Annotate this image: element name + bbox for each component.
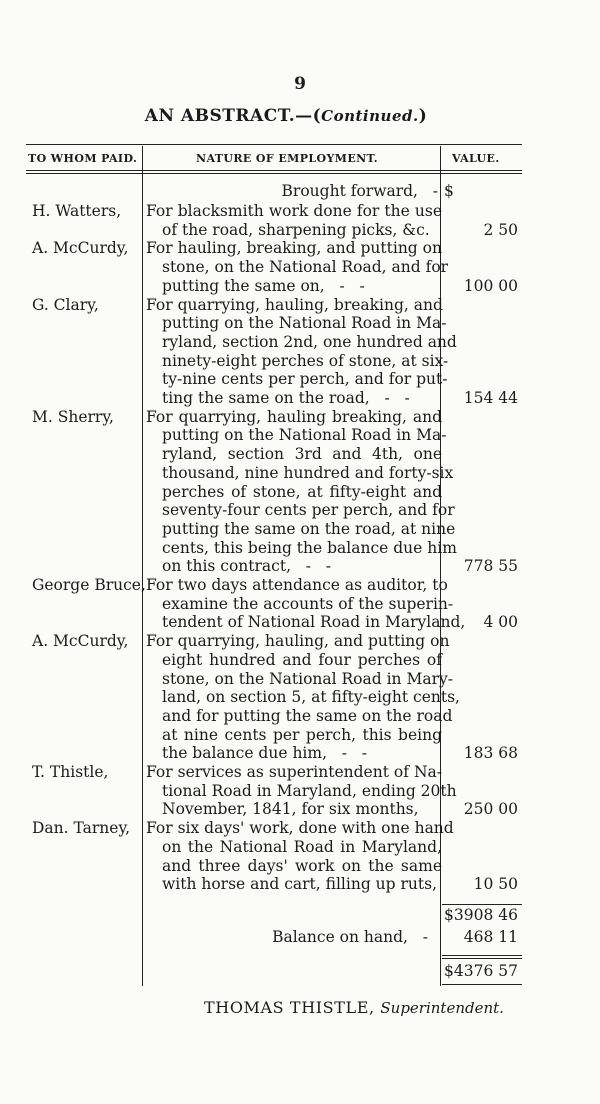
- entry-payee: Dan. Tarney,: [32, 819, 131, 838]
- entry-line: ty-nine cents per perch, and for put-: [162, 370, 448, 389]
- entry-line: and for putting the same on the road: [162, 706, 453, 725]
- header-top-rule: [26, 144, 522, 145]
- entry-line: For quarrying, hauling, and putting on: [146, 632, 450, 651]
- entry-amount: 183 68: [463, 744, 518, 763]
- entry-line: putting the same on the road, at nine: [162, 519, 456, 538]
- entry-amount: 154 44: [463, 389, 518, 407]
- entry-payee: A. McCurdy,: [32, 239, 129, 258]
- entry-description: [146, 763, 457, 819]
- header-bottom-rule-2: [26, 173, 522, 174]
- entry-line: For hauling, breaking, and putting on: [146, 239, 442, 258]
- entry-description: [146, 632, 460, 763]
- entry-description: [146, 239, 449, 295]
- title-continued: Continued.: [321, 107, 419, 125]
- entry-line: putting the same on, - -: [162, 276, 365, 295]
- entry-description: [146, 202, 442, 239]
- page-number: 9: [294, 74, 306, 94]
- total-bottom-rule: [442, 984, 522, 985]
- column-divider-left: [142, 146, 143, 986]
- entry-line: on the National Road in Maryland,: [162, 837, 442, 856]
- entry-line: of the road, sharpening picks, &c.: [162, 220, 430, 239]
- entry-payee: A. McCurdy,: [32, 632, 129, 651]
- entry-description: [146, 819, 454, 894]
- page-title: [0, 106, 572, 126]
- signature-name: THOMAS THISTLE,: [204, 998, 375, 1017]
- header-bottom-rule: [26, 170, 522, 171]
- entry-description: [146, 295, 457, 408]
- entry-line: For services as superintendent of Na-: [146, 763, 442, 781]
- title-close: ): [418, 106, 428, 126]
- entry-payee: T. Thistle,: [32, 763, 109, 781]
- entry-line: For blacksmith work done for the use: [146, 202, 442, 220]
- entry-line: eight hundred and four perches of: [162, 650, 442, 669]
- signature-role: Superintendent.: [380, 999, 504, 1017]
- brought-forward-label: Brought forward, -: [281, 182, 438, 200]
- currency-symbol: $: [444, 182, 454, 200]
- balance-label: Balance on hand, -: [272, 928, 428, 946]
- entry-line: tendent of National Road in Maryland,: [162, 613, 466, 632]
- entry-line: For six days' work, done with one hand: [146, 819, 454, 838]
- entry-amount: 10 50: [473, 875, 518, 894]
- entry-line: ting the same on the road, - -: [162, 389, 410, 408]
- signature: [204, 998, 504, 1017]
- subtotal-rule: [442, 904, 522, 905]
- subtotal-amount: $3908 46: [444, 906, 518, 924]
- entry-line: tional Road in Maryland, ending 20th: [162, 781, 457, 800]
- entry-line: thousand, nine hundred and forty-six: [162, 463, 454, 482]
- entry-line: seventy-four cents per perch, and for: [162, 501, 455, 520]
- entry-payee: George Bruce,: [32, 576, 146, 594]
- entry-line: the balance due him, - -: [162, 744, 368, 763]
- entry-line: ryland, section 3rd and 4th, one: [162, 445, 442, 464]
- entry-payee: H. Watters,: [32, 202, 122, 220]
- entry-line: examine the accounts of the superin-: [162, 594, 454, 613]
- title-main: AN ABSTRACT.—(: [144, 106, 322, 126]
- entry-line: stone, on the National Road in Mary-: [162, 669, 453, 688]
- entry-payee: G. Clary,: [32, 295, 99, 314]
- column-header-value: VALUE.: [452, 152, 500, 165]
- entry-line: perches of stone, at fifty-eight and: [162, 482, 442, 501]
- entry-line: putting on the National Road in Ma-: [162, 426, 447, 445]
- entry-payee: M. Sherry,: [32, 407, 114, 426]
- entry-line: with horse and cart, filling up ruts,: [162, 875, 438, 894]
- entry-amount: 4 00: [483, 613, 518, 632]
- entry-amount: 2 50: [483, 220, 518, 239]
- entry-line: cents, this being the balance due him: [162, 538, 457, 557]
- entry-line: ryland, section 2nd, one hundred and: [162, 332, 457, 351]
- entry-line: stone, on the National Road, and for: [162, 258, 449, 277]
- entry-description: [146, 576, 466, 632]
- entry-line: ninety-eight perches of stone, at six-: [162, 351, 449, 370]
- entry-line: For quarrying, hauling, breaking, and: [146, 295, 443, 314]
- entry-amount: 778 55: [463, 557, 518, 576]
- entry-description: [146, 407, 457, 576]
- entry-line: November, 1841, for six months,: [162, 800, 419, 819]
- column-header-nature: NATURE OF EMPLOYMENT.: [196, 152, 378, 165]
- total-rule-1: [442, 955, 522, 956]
- entry-line: and three days' work on the same: [162, 856, 442, 875]
- total-rule-2: [442, 958, 522, 959]
- entry-amount: 100 00: [463, 276, 518, 295]
- column-header-payee: TO WHOM PAID.: [28, 152, 138, 165]
- entry-line: land, on section 5, at fifty-eight cents,: [162, 688, 460, 707]
- entry-line: at nine cents per perch, this being: [162, 725, 442, 744]
- entry-line: For quarrying, hauling breaking, and: [146, 407, 442, 426]
- balance-amount: 468 11: [463, 928, 518, 946]
- entry-line: For two days attendance as auditor, to: [146, 576, 448, 594]
- entry-amount: 250 00: [463, 800, 518, 819]
- entry-line: on this contract, - -: [162, 557, 332, 576]
- entry-line: putting on the National Road in Ma-: [162, 314, 447, 333]
- total-amount: $4376 57: [444, 962, 518, 980]
